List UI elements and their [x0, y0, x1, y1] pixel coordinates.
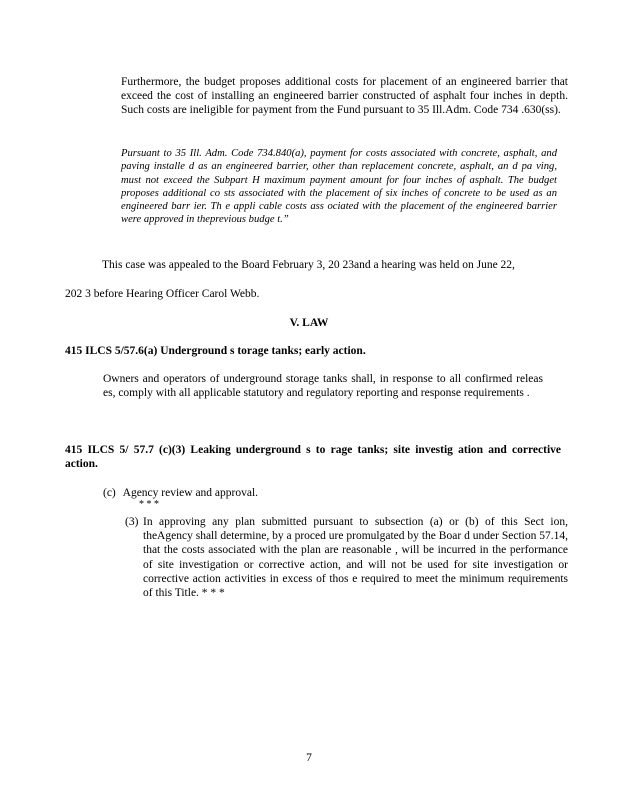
section-heading: V. LAW	[289, 317, 329, 329]
appeal-line-2: 202 3 before Hearing Officer Carol Webb.	[65, 288, 260, 300]
subsection-c	[103, 486, 258, 500]
subsection-c-text: Agency review and approval.	[122, 487, 259, 499]
page-number: 7	[306, 752, 312, 764]
subsection-3-label: (3)	[125, 516, 139, 528]
quote-paragraph-budget-barrier: Furthermore, the budget proposes additional costs for placement of an engineered barrier that exceed the cost of installing an engineered barrier constructed of asphalt four inches in depth. Such costs are ineligible for payment from the Fund pursuant to 35 Ill.Adm. Code 734 .630(ss).	[121, 76, 568, 117]
subsection-c-label: (c)	[103, 487, 116, 499]
ellipsis: * * *	[139, 499, 159, 510]
subsection-3-text: In approving any plan submitted pursuant to subsection (a) or (b) of this Sect ion, theAgency shall determine, by a proced ure promulgated by the Boar d under Section 57.14, that the costs associated with the plan are reasonable , will be incurred in the performance of site investigation or corrective action, and will not be used for site investigation or corrective action activities in excess of thos e required to meet the minimum requirements of this Title. * * *	[143, 516, 568, 600]
quote-paragraph-pursuant: Pursuant to 35 Ill. Adm. Code 734.840(a), payment for costs associated with concrete, asphalt, and paving installe d as an engineered barrier, other than replacement concrete, asphalt, an d pa ving, must not exceed the Subpart H maximum payment amount for four inches of asphalt. The budget proposes additional co sts associated with the placement of six inches of concrete to be used as an engineered barr ier. Th e appli cable costs ass ociated with the placement of the engineered barrier were approved in theprevious budge t.”	[121, 148, 557, 226]
statute-heading-57-6: 415 ILCS 5/57.6(a) Underground s torage tanks; early action.	[65, 345, 366, 357]
appeal-text-1: This case was appealed to the Board February 3, 20 23and a hearing was held on June 22,	[102, 259, 515, 271]
statute-heading-57-7: 415 ILCS 5/ 57.7 (c)(3) Leaking underground s to rage tanks; site investig ation and corrective action.	[65, 444, 561, 471]
appeal-line-1	[65, 258, 568, 272]
statute-text-57-6: Owners and operators of underground storage tanks shall, in response to all confirmed releas es, comply with all applicable statutory and regulatory reporting and response requirements .	[103, 373, 543, 400]
